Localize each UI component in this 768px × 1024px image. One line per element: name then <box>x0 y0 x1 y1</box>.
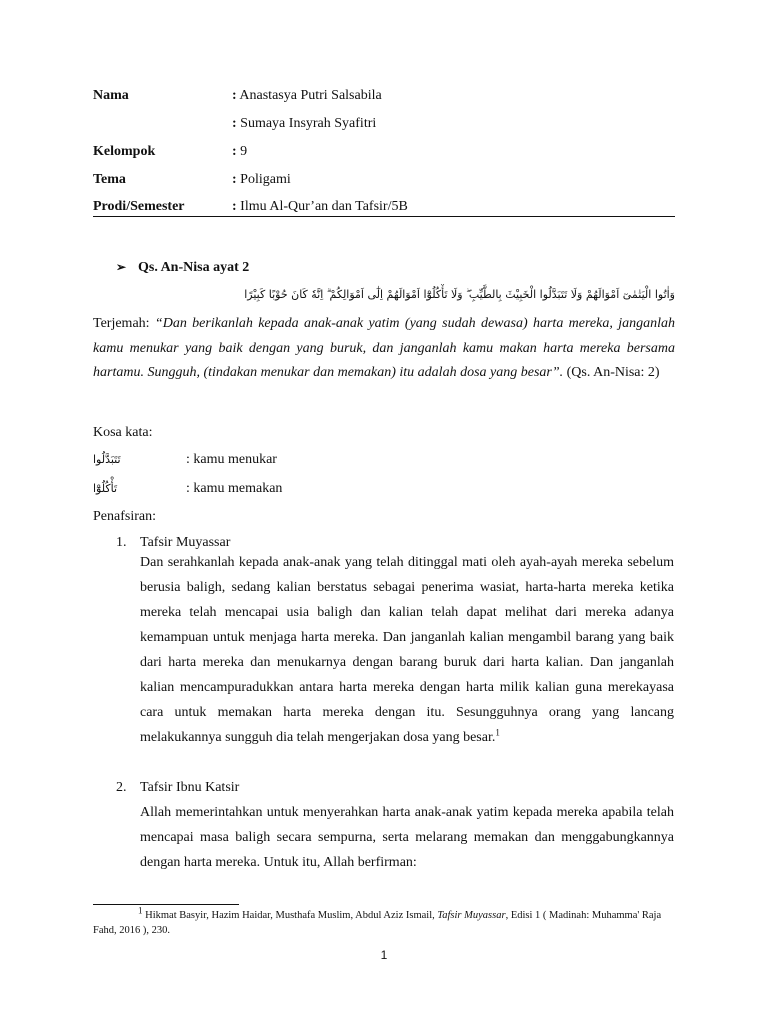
colon: : <box>232 144 237 159</box>
colon: : <box>232 88 237 103</box>
section-heading <box>116 256 249 278</box>
arabic-verse: وَاٰتُوا الْيَتٰمٰىٓ اَمْوَالَهُمْ وَلَا تَتَبَدَّلُوا الْخَبِيْثَ بِالطَّيِّبِ ۖ وَلَا تَأْكُلُوْٓا اَمْوَالَهُمْ اِلٰٓى اَمْوَالِكُمْ ۗ اِنَّهٗ كَانَ حُوْبًا كَبِيْرًا <box>244 288 675 301</box>
footnote-after: , Edisi 1 ( Madinah: Muhamma' Raja Fahd, 2016 ), 230. <box>93 910 662 936</box>
nama-value-1-wrap <box>232 85 382 107</box>
colon: : <box>232 199 237 214</box>
prodi-value: Ilmu Al-Qur’an dan Tafsir/5B <box>240 199 408 214</box>
list-number: 1. <box>116 535 127 550</box>
kosa-meaning: : kamu memakan <box>186 481 283 496</box>
kosa-row <box>93 477 675 501</box>
colon: : <box>232 116 237 131</box>
list-item-title: Tafsir Muyassar <box>140 535 231 550</box>
prodi-value-wrap <box>232 196 408 218</box>
kelompok-value-wrap <box>232 141 247 163</box>
footnote-reference[interactable]: 1 <box>495 727 500 738</box>
tafsir-ibnu-katsir-body <box>140 800 674 875</box>
arrowhead-bullet-icon: ➢ <box>116 260 127 274</box>
prodi-label: Prodi/Semester <box>93 199 185 214</box>
kelompok-label: Kelompok <box>93 144 156 159</box>
terjemah-label: Terjemah: <box>93 316 155 331</box>
tema-value-wrap <box>232 169 291 191</box>
row-nama <box>93 85 675 107</box>
list-item <box>116 777 239 799</box>
penafsiran-label: Penafsiran: <box>93 509 156 524</box>
row-kelompok <box>93 141 675 163</box>
row-tema <box>93 169 675 191</box>
list-number: 2. <box>116 780 127 795</box>
nama-label: Nama <box>93 88 129 103</box>
footnote-mark: 1 <box>138 905 143 916</box>
tema-value: Poligami <box>240 172 291 187</box>
kelompok-value: 9 <box>240 144 248 159</box>
row-prodi <box>93 196 675 218</box>
footnote-title: Tafsir Muyassar <box>437 910 506 921</box>
nama-value-1: Anastasya Putri Salsabila <box>239 88 382 103</box>
footnote-separator <box>93 904 239 905</box>
nama-value-2-wrap <box>232 113 376 135</box>
page-number: 1 <box>380 948 388 962</box>
kosa-arabic: تَأْكُلُوْٓا <box>93 482 118 495</box>
terjemah-paragraph <box>93 312 675 386</box>
section-title: Qs. An-Nisa ayat 2 <box>138 260 250 275</box>
row-nama-2 <box>93 113 675 135</box>
terjemah-reference: (Qs. An-Nisa: 2) <box>563 365 660 380</box>
header-divider <box>93 216 675 217</box>
kosa-meaning: : kamu menukar <box>186 452 277 467</box>
footnote-before: Hikmat Basyir, Hazim Haidar, Musthafa Muslim, Abdul Aziz Ismail, <box>142 910 438 921</box>
tafsir-body-text: Allah memerintahkan untuk menyerahkan harta anak-anak yatim kepada mereka apabila telah mencapai masa baligh secara sempurna, serta melarang memakan dan menggabungkannya dengan harta mereka. Untuk itu, Allah berfirman: <box>140 805 674 870</box>
nama-value-2: Sumaya Insyrah Syafitri <box>240 116 377 131</box>
colon: : <box>232 172 237 187</box>
kosa-kata-label: Kosa kata: <box>93 425 153 440</box>
kosa-row <box>93 448 675 472</box>
tafsir-muyassar-body <box>140 550 674 750</box>
tema-label: Tema <box>93 172 126 187</box>
footnote <box>93 905 675 938</box>
tafsir-body-text: Dan serahkanlah kepada anak-anak yang telah ditinggal mati oleh ayah-ayah mereka sebelum berusia baligh, sedang kalian berstatus sebagai penerima wasiat, harta-harta mereka ketika mereka telah mencapai usia baligh dan kalian telah dapat melihat dari mereka adanya kemampuan untuk menjaga harta mereka. Dan janganlah kalian mengambil barang yang baik dari harta mereka dan menukarnya dengan barang buruk dari harta kalian. Dan janganlah kalian mencampuradukkan antara harta mereka dengan harta milik kalian guna merekayasa cara untuk memakan harta mereka dengan itu. Sesungguhnya orang yang lancang melakukannya sungguh dia telah mengerjakan dosa yang besar. <box>140 555 674 745</box>
kosa-arabic: تَتَبَدَّلُوا <box>93 453 121 466</box>
terjemah-text: “Dan berikanlah kepada anak-anak yatim (yang sudah dewasa) harta mereka, janganlah kamu menukar yang baik dengan yang buruk, dan janganlah kamu makan harta mereka bersama hartamu. Sungguh, (tindakan menukar dan memakan) itu adalah dosa yang besar”. <box>93 316 676 380</box>
list-item-title: Tafsir Ibnu Katsir <box>140 780 240 795</box>
